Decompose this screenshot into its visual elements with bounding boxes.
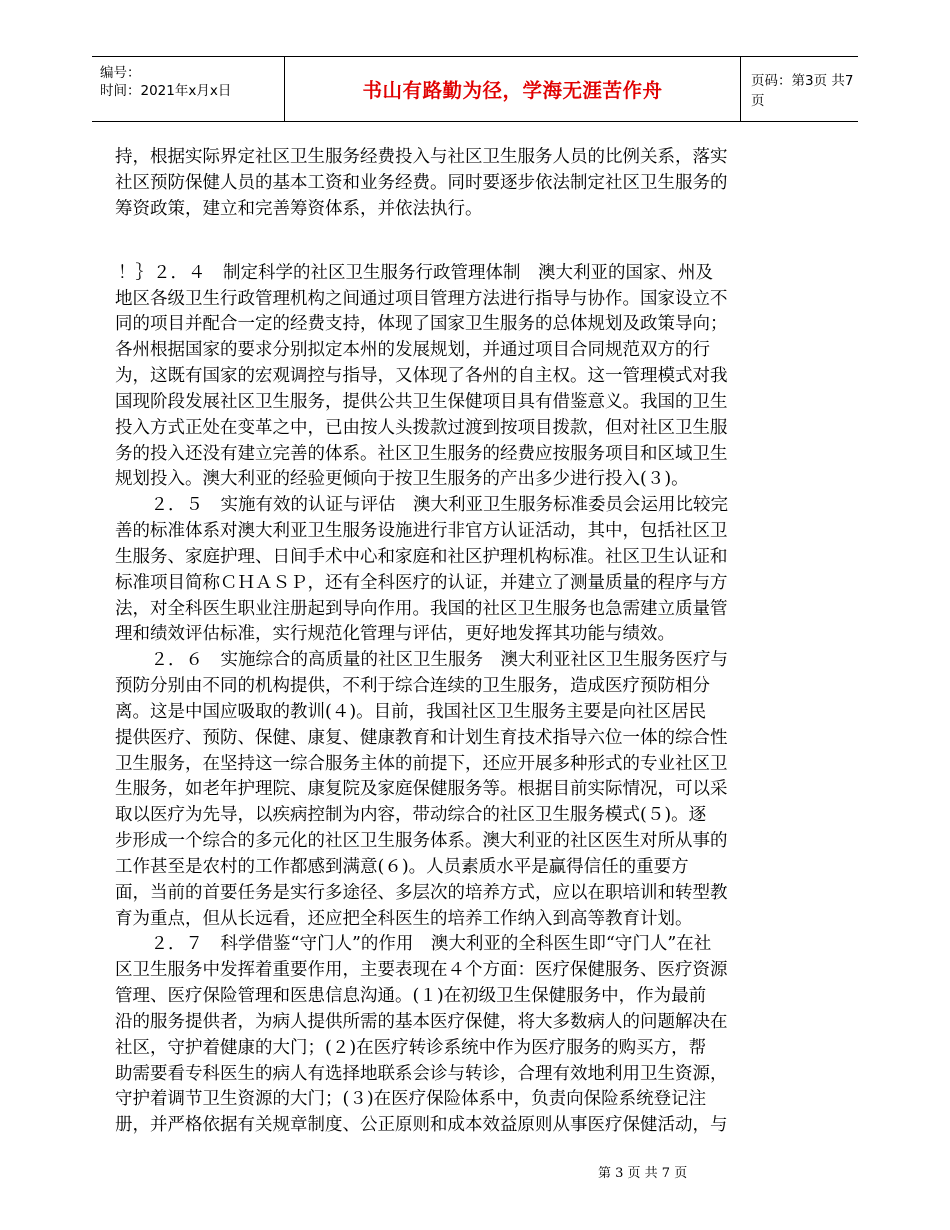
text-line: 地区各级卫生行政管理机构之间通过项目管理方法进行指导与协作。国家设立不 — [115, 289, 728, 309]
text-line: 社区，守护着健康的大门；(２)在医疗转诊系统中作为医疗服务的购买方，帮 — [115, 1038, 707, 1058]
text-line: 助需要看专科医生的病人有选择地联系会诊与转诊，合理有效地利用卫生资源， — [115, 1064, 728, 1084]
text-line: ２．６ 实施综合的高质量的社区卫生服务 澳大利亚社区卫生服务医疗与 — [133, 650, 728, 670]
text-line: 规划投入。澳大利亚的经验更倾向于按卫生服务的产出多少进行投入(３)。 — [115, 469, 689, 489]
text-line: 离。这是中国应吸取的教训(４)。目前，我国社区卫生服务主要是向社区居民 — [115, 702, 707, 722]
text-line: 理和绩效评估标准，实行规范化管理与评估，更好地发挥其功能与绩效。 — [115, 624, 675, 644]
text-line: 步形成一个综合的多元化的社区卫生服务体系。澳大利亚的社区医生对所从事的 — [115, 831, 728, 851]
motto: 书山有路勤为径，学海无涯苦作舟 — [362, 79, 663, 102]
text-line: 善的标准体系对澳大利亚卫生服务设施进行非官方认证活动，其中，包括社区卫 — [115, 521, 728, 541]
text-line: 工作甚至是农村的工作都感到满意(６)。人员素质水平是赢得信任的重要方 — [115, 857, 689, 877]
header-page-cell — [741, 57, 858, 121]
text-line: 面，当前的首要任务是实行多途径、多层次的培养方式，应以在职培训和转型教 — [115, 883, 728, 903]
text-line: 各州根据国家的要求分别拟定本州的发展规划，并通过项目合同规范双方的行 — [115, 340, 710, 360]
text-line: 务的投入还没有建立完善的体系。社区卫生服务的经费应按服务项目和区域卫生 — [115, 444, 728, 464]
text-line: 册，并严格依据有关规章制度、公正原则和成本效益原则从事医疗保健活动，与 — [115, 1115, 728, 1135]
text-line: 标准项目简称ＣＨＡＳＰ，还有全科医疗的认证，并建立了测量质量的程序与方 — [115, 573, 728, 593]
text-line: 筹资政策，建立和完善筹资体系，并依法执行。 — [115, 199, 483, 219]
header-motto-cell — [284, 57, 741, 121]
text-line: 育为重点，但从长远看，还应把全科医生的培养工作纳入到高等教育计划。 — [115, 909, 693, 929]
text-line: 取以医疗为先导，以疾病控制为内容，带动综合的社区卫生服务模式(５)。逐 — [115, 805, 707, 825]
text-line: 为，这既有国家的宏观调控与指导，又体现了各州的自主权。这一管理模式对我 — [115, 366, 728, 386]
text-line: 同的项目并配合一定的经费支持，体现了国家卫生服务的总体规划及政策导向； — [115, 314, 728, 334]
text-line: ！｝２．４ 制定科学的社区卫生服务行政管理体制 澳大利亚的国家、州及 — [118, 263, 713, 283]
text-line: 区卫生服务中发挥着重要作用，主要表现在４个方面：医疗保健服务、医疗资源 — [115, 960, 728, 980]
text-line: 沿的服务提供者，为病人提供所需的基本医疗保健，将大多数病人的问题解决在 — [115, 1012, 728, 1032]
text-line: 国现阶段发展社区卫生服务，提供公共卫生保健项目具有借鉴意义。我国的卫生 — [115, 392, 728, 412]
text-line: 预防分别由不同的机构提供，不利于综合连续的卫生服务，造成医疗预防相分 — [115, 676, 710, 696]
doc-number-label: 编号： — [100, 65, 141, 81]
text-line: 生服务、家庭护理、日间手术中心和家庭和社区护理机构标准。社区卫生认证和 — [115, 547, 728, 567]
page-label: 页码：第3页 共7页 — [751, 73, 854, 109]
text-line: ２．７ 科学借鉴“守门人”的作用 澳大利亚的全科医生即“守门人”在社 — [133, 934, 712, 954]
page-header — [92, 56, 858, 122]
text-line: 守护着调节卫生资源的大门；(３)在医疗保险体系中，负责向保险系统登记注 — [115, 1089, 707, 1109]
text-line: 提供医疗、预防、保健、康复、健康教育和计划生育技术指导六位一体的综合性 — [115, 728, 728, 748]
text-line: 投入方式正处在变革之中，已由按人头拨款过渡到按项目拨款，但对社区卫生服 — [115, 418, 728, 438]
page-footer: 第 3 页 共 7 页 — [598, 1166, 688, 1181]
text-line: 法，对全科医生职业注册起到导向作用。我国的社区卫生服务也急需建立质量管 — [115, 599, 728, 619]
header-meta — [92, 57, 284, 121]
text-line: 管理、医疗保险管理和医患信息沟通。(１)在初级卫生保健服务中，作为最前 — [115, 986, 707, 1006]
text-line: 生服务，如老年护理院、康复院及家庭保健服务等。根据目前实际情况，可以采 — [115, 779, 728, 799]
text-line: 持，根据实际界定社区卫生服务经费投入与社区卫生服务人员的比例关系，落实 — [115, 147, 728, 167]
text-line: ２．５ 实施有效的认证与评估 澳大利亚卫生服务标准委员会运用比较完 — [133, 495, 728, 515]
text-line: 社区预防保健人员的基本工资和业务经费。同时要逐步依法制定社区卫生服务的 — [115, 173, 728, 193]
text-line: 卫生服务，在坚持这一综合服务主体的前提下，还应开展多种形式的专业社区卫 — [115, 754, 728, 774]
time-label: 时间：2021年x月x日 — [100, 83, 232, 99]
